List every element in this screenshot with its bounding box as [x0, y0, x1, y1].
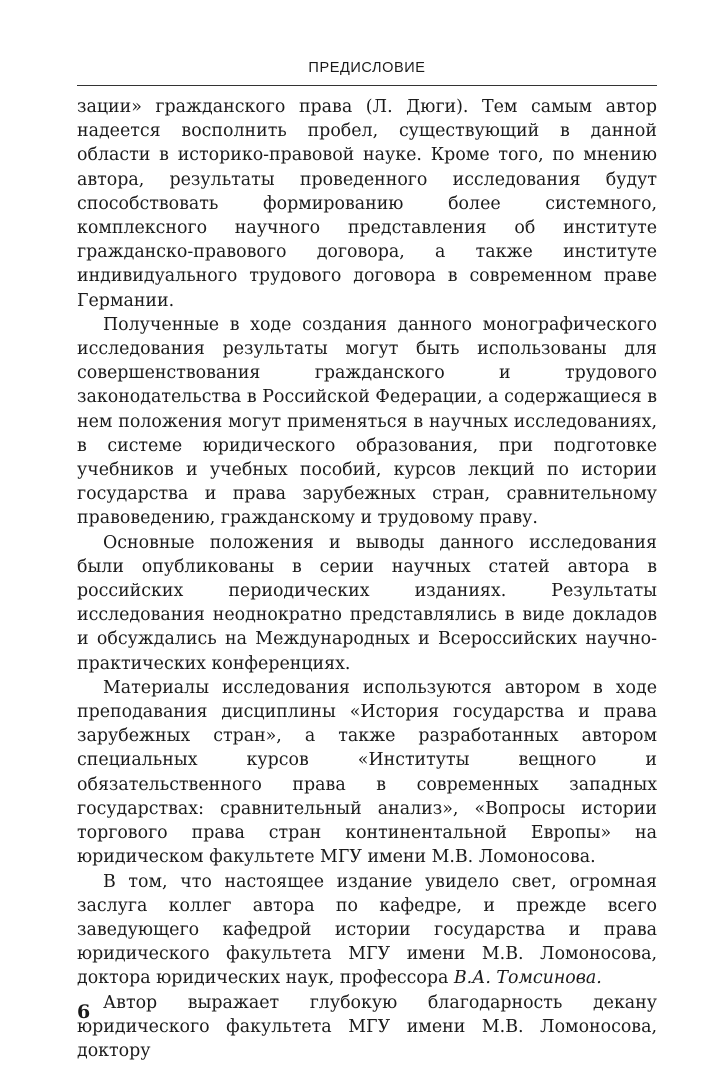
paragraph: Материалы исследования используются автором в ходе преподавания дисциплины «История государства и права зарубежных стран», а также разработанных автором специальных курсов «Институты вещного и обязательственного права в современных западных государствах: сравнительный анализ», «Вопросы истории торгового права стран континентальной Европы» на юридическом факультете МГУ имени М.В. Ломоносова. [77, 677, 657, 868]
person-name: В.А. Томсинова. [453, 968, 602, 989]
header-rule [77, 85, 657, 86]
paragraph: Основные положения и выводы данного исследования были опубликованы в серии научных статей автора в российских периодических изданиях. Результаты исследования неоднократно представлялись в виде докладов и обсуждались на Международных и Всероссийских научно-практических конференциях. [77, 532, 657, 674]
paragraph: зации» гражданского права (Л. Дюги). Тем самым автор надеется восполнить пробел, существующий в данной области в историко-правовой науке. Кроме того, по мнению автора, результаты проведенного исследования будут способствовать формированию более системного, комплексного научного представления об институте гражданско-правового договора, а также институте индивидуального трудового договора в современном праве Германии. [77, 97, 657, 311]
body-text [77, 95, 657, 1063]
page-number: 6 [77, 1001, 91, 1023]
paragraph: Автор выражает глубокую благодарность декану юридического факультета МГУ имени М.В. Ломоносова, доктору [77, 992, 657, 1061]
paragraph: Полученные в ходе создания данного монографического исследования результаты могут быть использованы для совершенствования гражданского и трудового законодательства в Российской Федерации, а содержащиеся в нем положения могут применяться в научных исследованиях, в системе юридического образования, при подготовке учебников и учебных пособий, курсов лекций по истории государства и права зарубежных стран, сравнительному правоведению, гражданскому и трудовому праву. [77, 314, 657, 529]
paragraph [77, 870, 657, 991]
paragraph-text: В том, что настоящее издание увидело свет, огромная заслуга коллег автора по кафедре, и прежде всего заведующего кафедрой истории государства и права юридического факультета МГУ имени М.В. Ломоносова, доктора юридических наук, профессора [77, 871, 657, 989]
running-header: ПРЕДИСЛОВИЕ [308, 60, 426, 76]
